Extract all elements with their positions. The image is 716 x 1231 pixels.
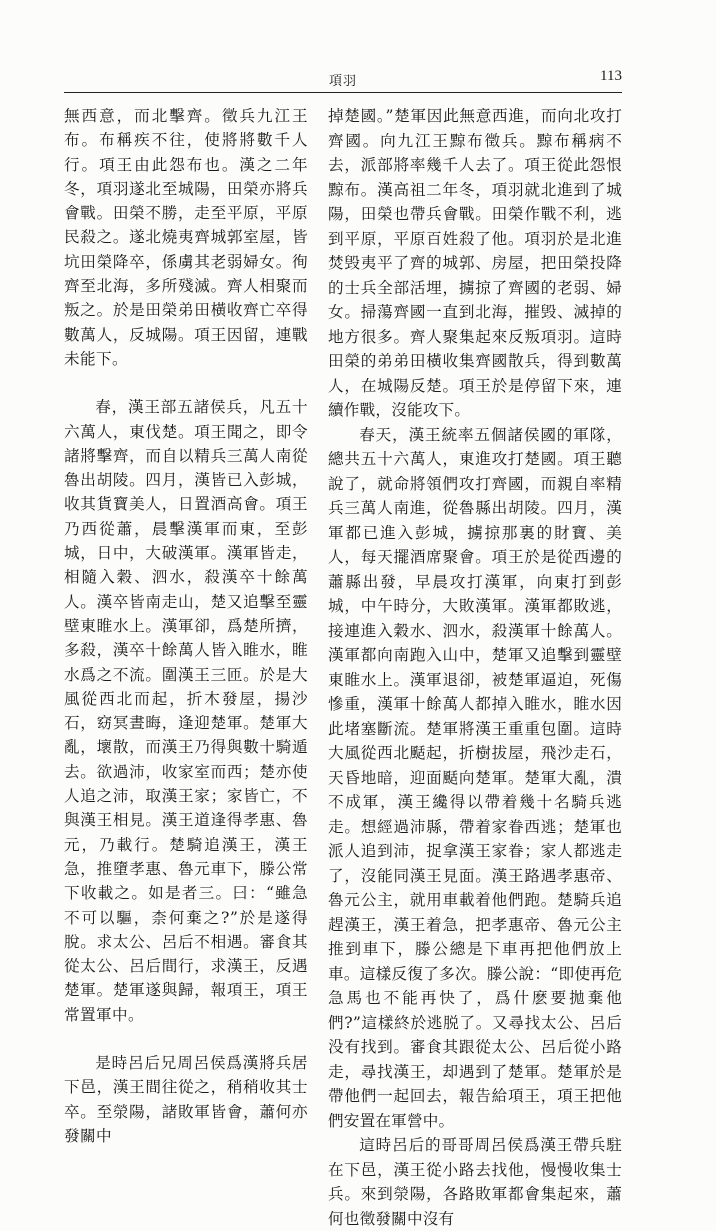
classical-paragraph-1: 無西意，而北擊齊。徵兵九江王布。布稱疾不往，使將將數千人行。項王由此怨布也。漢之二年冬，項羽遂北至城陽，田榮亦將兵會戰。田榮不勝，走至平原，平原民殺之。遂北燒夷齊城郭室屋，皆坑田榮降卒，係虜其老弱婦女。徇齊至北海，多所殘滅。齊人相聚而叛之。於是田榮弟田橫收齊亡卒得數萬人，反城陽。項王因留，連戰未能下。 <box>64 107 308 368</box>
page-number: 113 <box>600 68 622 84</box>
translation-paragraph-3: 這時呂后的哥哥周呂侯爲漢王帶兵駐在下邑，漢王從小路去找他，慢慢收集士兵。來到滎陽，各路敗軍都會集起來，蕭何也徵發關中沒有 <box>328 1136 622 1228</box>
page-header <box>64 66 622 93</box>
classical-paragraph-3: 是時呂后兄周呂侯爲漢將兵居下邑，漢王間往從之，稍稍收其士卒。至滎陽，諸敗軍皆會，蕭何亦發關中 <box>64 1053 308 1145</box>
classical-paragraph-2: 春，漢王部五諸侯兵，凡五十六萬人，東伐楚。項王聞之，即令諸將擊齊，而自以精兵三萬人南從魯出胡陵。四月，漢皆已入彭城，收其貨寶美人，日置酒高會。項王乃西從蕭，晨擊漢軍而東，至彭城，日中，大破漢軍。漢軍皆走，相隨入穀、泗水，殺漢卒十餘萬人。漢卒皆南走山，楚又追擊至靈壁東睢水上。漢軍卻，爲楚所擠，多殺，漢卒十餘萬人皆入睢水，睢水爲之不流。圍漢王三匝。於是大風從西北而起，折木發屋，揚沙石，窈冥晝晦，逢迎楚軍。楚軍大亂，壞散，而漢王乃得與數十騎遁去。欲過沛，收家室而西；楚亦使人追之沛，取漢王家；家皆亡，不與漢王相見。漢王道逢得孝惠、魯元，乃載行。楚騎追漢王，漢王急，推墮孝惠、魯元車下，滕公常下收載之。如是者三。曰：“雖急不可以驅，柰何棄之?”於是遂得脫。求太公、呂后不相遇。審食其從太公、呂后間行，求漢王，反遇楚軍。楚軍遂與歸，報項王，項王常置軍中。 <box>64 398 308 1024</box>
translation-column <box>328 104 622 1228</box>
translation-paragraph-1: 掉楚國。”楚軍因此無意西進，而向北攻打齊國。向九江王黥布徵兵。黥布稱病不去，派部將率幾千人去了。項王從此怨恨黥布。漢高祖二年冬，項羽就北進到了城陽，田榮也帶兵會戰。田榮作戰不利，逃到平原，平原百姓殺了他。項羽於是北進焚毁夷平了齊的城郭、房屋，把田榮投降的士兵全部活埋，擄掠了齊國的老弱、婦女。掃蕩齊國一直到北海，摧毁、滅掉的地方很多。齊人聚集起來反叛項羽。這時田榮的弟弟田橫收集齊國散兵，得到數萬人，在城陽反楚。項王於是停留下來，連續作戰，沒能攻下。 <box>328 107 622 419</box>
translation-paragraph-2: 春天，漢王統率五個諸侯國的軍隊，總共五十六萬人，東進攻打楚國。項王聽說了，就命將領們攻打齊國，而親自率精兵三萬人南進，從魯縣出胡陵。四月，漢軍都已進入彭城，擄掠那裏的財寶、美人，每天擺酒席聚會。項王於是從西邊的蕭縣出發，早晨攻打漢軍，向東打到彭城，中午時分，大敗漢軍。漢軍都敗逃，接連進入穀水、泗水，殺漢軍十餘萬人。漢軍都向南跑入山中，楚軍又追擊到靈壁東睢水上。漢軍退卻，被楚軍逼迫，死傷慘重，漢軍十餘萬人都掉入睢水，睢水因此堵塞斷流。楚軍將漢王重重包圍。這時大風從西北颳起，折樹拔屋，飛沙走石，天昏地暗，迎面颳向楚軍。楚軍大亂，潰不成軍，漢王纔得以帶着幾十名騎兵逃走。想經過沛縣，帶着家眷西逃；楚軍也派人追到沛，捉拿漢王家眷；家人都逃走了，沒能同漢王見面。漢王路遇孝惠帝、魯元公主，就用車載着他們跑。楚騎兵追趕漢王，漢王着急，把孝惠帝、魯元公主推到車下，滕公總是下車再把他們放上車。這樣反復了多次。滕公說：“即使再危急馬也不能再快了，爲什麽要拋棄他們?”這樣終於逃脱了。又尋找太公、呂后没有找到。審食其跟從太公、呂后從小路走，尋找漢王，却遇到了楚軍。楚軍於是帶他們一起回去，報告給項王，項王把他們安置在軍營中。 <box>328 425 622 1130</box>
classical-text-column <box>64 104 308 1145</box>
running-title: 項羽 <box>328 74 357 89</box>
